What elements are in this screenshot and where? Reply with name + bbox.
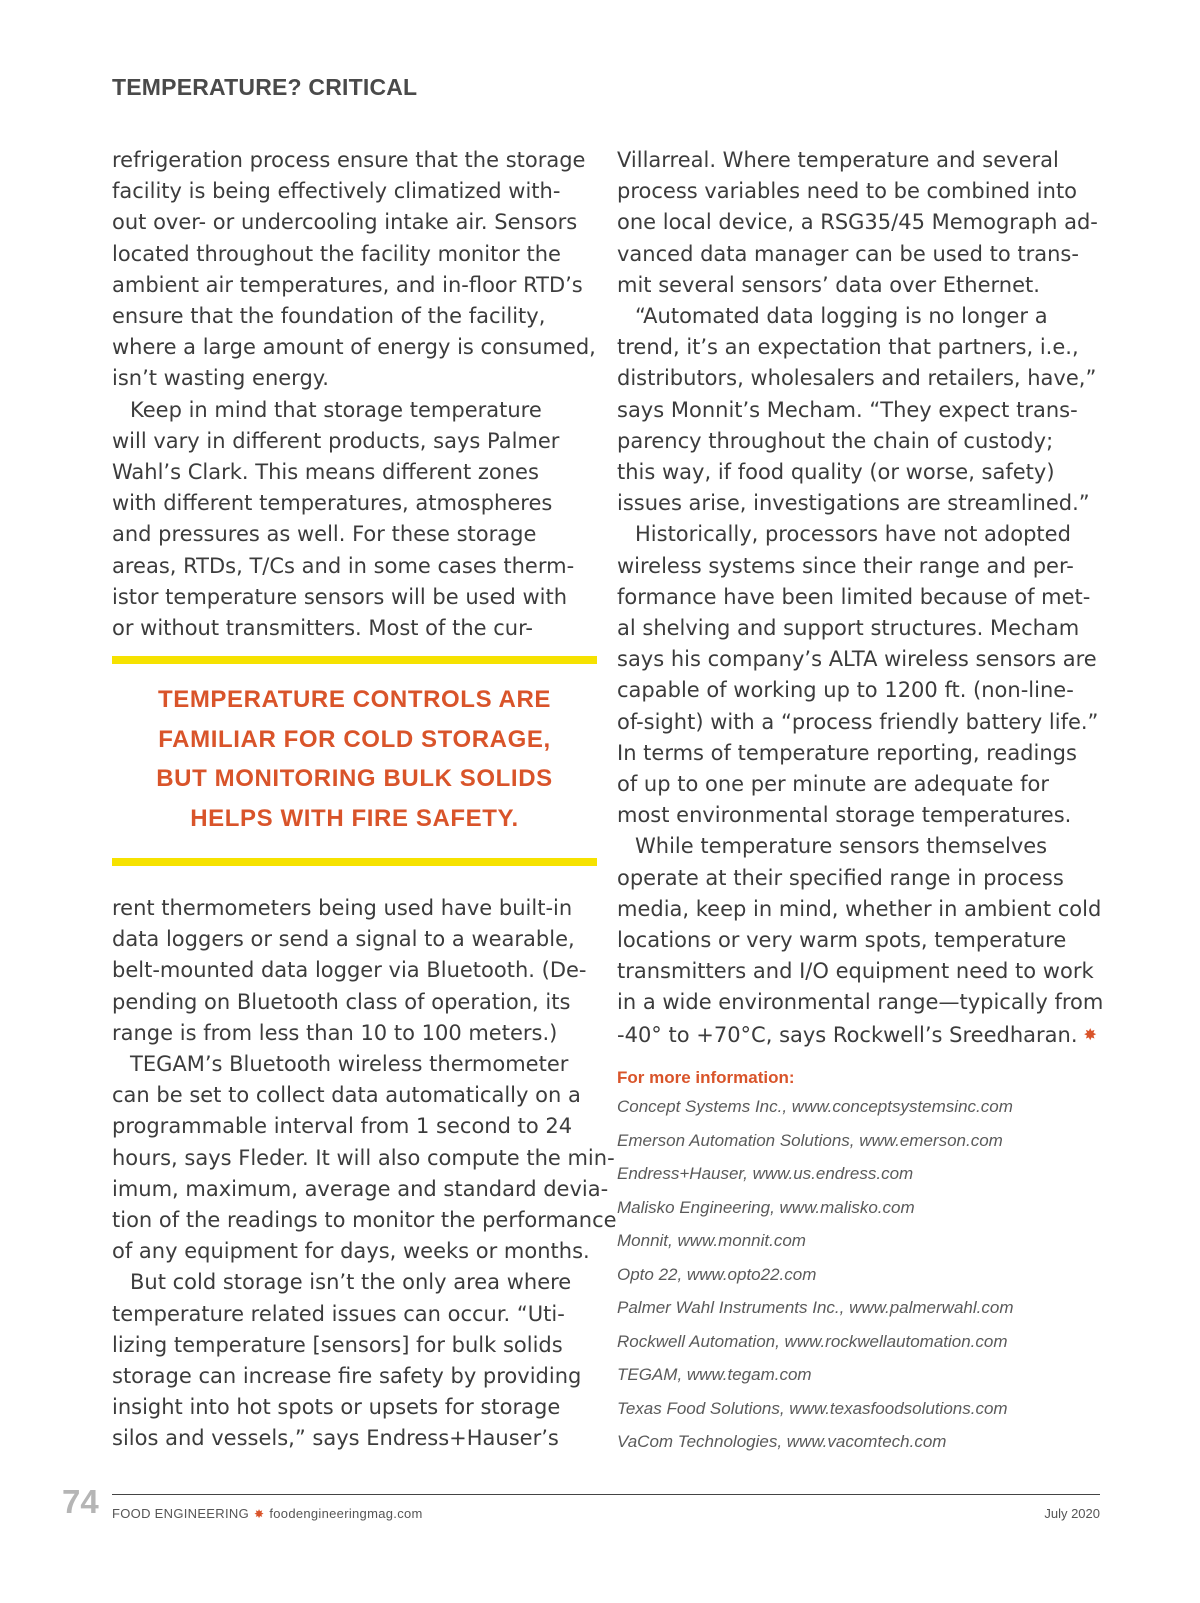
text-line bbox=[617, 395, 1107, 426]
line-text: formance have been limited because of met- bbox=[617, 584, 1091, 609]
text-line bbox=[617, 582, 1107, 613]
line-text: insight into hot spots or upsets for storage bbox=[112, 1395, 561, 1420]
section-title: TEMPERATURE? CRITICAL bbox=[112, 74, 418, 100]
line-text: this way, if food quality (or worse, safety) bbox=[617, 460, 1055, 485]
line-text: In terms of temperature reporting, readings bbox=[617, 740, 1077, 765]
line-text: most environmental storage temperatures. bbox=[617, 803, 1072, 828]
right-column bbox=[617, 145, 1107, 1051]
text-line bbox=[617, 332, 1107, 363]
text-line bbox=[617, 176, 1107, 207]
pull-quote-bottom-rule bbox=[112, 858, 597, 866]
line-text: Historically, processors have not adopted bbox=[635, 522, 1071, 547]
text-line bbox=[617, 800, 1107, 831]
line-text: of-sight) with a “process friendly battery life.” bbox=[617, 709, 1099, 734]
line-text: rent thermometers being used have built-in bbox=[112, 896, 573, 920]
line-text: with different temperatures, atmospheres bbox=[112, 491, 553, 516]
text-line bbox=[112, 1299, 602, 1330]
issue-date: July 2020 bbox=[1044, 1506, 1100, 1521]
text-line bbox=[617, 551, 1107, 582]
text-line bbox=[112, 1361, 602, 1392]
text-line bbox=[617, 894, 1107, 925]
footer-divider bbox=[112, 1494, 1100, 1495]
line-text: process variables need to be combined into bbox=[617, 179, 1078, 204]
line-text: TEGAM’s Bluetooth wireless thermometer bbox=[130, 1052, 569, 1077]
line-text: But cold storage isn’t the only area where bbox=[130, 1270, 572, 1295]
asterisk-bullet-icon: ✸ bbox=[253, 1507, 265, 1521]
text-line bbox=[617, 301, 1107, 332]
line-text: distributors, wholesalers and retailers, have,” bbox=[617, 366, 1097, 391]
info-source-item: Texas Food Solutions, www.texasfoodsolutions.com bbox=[617, 1398, 1008, 1418]
line-text: temperature related issues can occur. “Uti- bbox=[112, 1301, 565, 1326]
text-line bbox=[112, 519, 602, 550]
publication-name: FOOD ENGINEERING bbox=[112, 1506, 249, 1521]
more-info-list bbox=[617, 1090, 1013, 1459]
line-text: range is from less than 10 to 100 meters.) bbox=[112, 1020, 558, 1045]
text-line bbox=[112, 582, 602, 613]
line-text: areas, RTDs, T/Cs and in some cases therm- bbox=[112, 553, 575, 578]
line-text: imum, maximum, average and standard devia- bbox=[112, 1176, 609, 1201]
text-line bbox=[112, 1205, 617, 1236]
line-text: locations or very warm spots, temperature bbox=[617, 928, 1067, 953]
info-source-item: Malisko Engineering, www.malisko.com bbox=[617, 1197, 915, 1217]
text-line bbox=[617, 426, 1107, 457]
text-line bbox=[617, 613, 1107, 644]
text-line bbox=[112, 1111, 602, 1142]
text-line bbox=[617, 769, 1107, 800]
text-line bbox=[617, 644, 1107, 675]
text-line bbox=[617, 738, 1107, 769]
line-text: programmable interval from 1 second to 24 bbox=[112, 1114, 573, 1139]
pull-quote-top-rule bbox=[112, 656, 597, 664]
info-source-item: Concept Systems Inc., www.conceptsystemsinc.com bbox=[617, 1097, 1013, 1116]
text-line bbox=[112, 176, 602, 207]
text-line bbox=[112, 1049, 602, 1080]
text-line bbox=[617, 956, 1107, 987]
line-text: hours, says Fleder. It will also compute the min- bbox=[112, 1145, 615, 1170]
line-text: of up to one per minute are adequate for bbox=[617, 772, 1050, 797]
line-text: belt-mounted data logger via Bluetooth. (De- bbox=[112, 958, 587, 983]
line-text: mit several sensors’ data over Ethernet. bbox=[617, 272, 1040, 297]
line-text: Wahl’s Clark. This means different zones bbox=[112, 460, 539, 485]
page-number: 74 bbox=[62, 1483, 99, 1520]
text-line bbox=[112, 1080, 602, 1111]
text-line bbox=[617, 239, 1107, 270]
text-line bbox=[112, 613, 602, 644]
line-text: in a wide environmental range—typically from bbox=[617, 990, 1104, 1015]
text-line bbox=[112, 488, 602, 519]
info-source-item: Endress+Hauser, www.us.endress.com bbox=[617, 1164, 914, 1183]
line-text: located throughout the facility monitor the bbox=[112, 241, 561, 266]
line-text: lizing temperature [sensors] for bulk solids bbox=[112, 1332, 563, 1357]
pull-quote bbox=[112, 680, 597, 839]
text-line bbox=[112, 955, 602, 986]
left-column-bottom bbox=[112, 893, 617, 1455]
text-line bbox=[112, 1143, 615, 1174]
text-line bbox=[112, 457, 602, 488]
info-source-item: TEGAM, www.tegam.com bbox=[617, 1365, 812, 1384]
line-text: ambient air temperatures, and in-floor RTD’s bbox=[112, 272, 583, 297]
text-line bbox=[112, 426, 602, 457]
line-text: “Automated data logging is no longer a bbox=[635, 304, 1048, 329]
text-line bbox=[112, 239, 602, 270]
text-line bbox=[617, 207, 1107, 238]
line-text: says his company’s ALTA wireless sensors are bbox=[617, 647, 1097, 672]
line-text: silos and vessels,” says Endress+Hauser’s bbox=[112, 1426, 559, 1451]
text-line bbox=[112, 395, 602, 426]
text-line bbox=[112, 924, 602, 955]
line-text: Keep in mind that storage temperature bbox=[130, 397, 542, 422]
text-line bbox=[112, 1423, 602, 1454]
line-text: isn’t wasting energy. bbox=[112, 366, 329, 391]
line-text: media, keep in mind, whether in ambient cold bbox=[617, 896, 1102, 921]
pull-quote-line: HELPS WITH FIRE SAFETY. bbox=[190, 805, 519, 833]
text-line bbox=[617, 519, 1107, 550]
line-text: data loggers or send a signal to a wearable, bbox=[112, 927, 575, 952]
text-line bbox=[617, 270, 1107, 301]
text-line bbox=[617, 707, 1107, 738]
pull-quote-line: TEMPERATURE CONTROLS ARE bbox=[157, 686, 552, 713]
text-line bbox=[112, 301, 602, 332]
text-line bbox=[617, 363, 1107, 394]
line-text: parency throughout the chain of custody; bbox=[617, 428, 1054, 453]
line-text: Villarreal. Where temperature and several bbox=[617, 148, 1059, 172]
footer-publication bbox=[112, 1506, 423, 1521]
text-line bbox=[112, 987, 602, 1018]
end-mark-icon: ✸ bbox=[1083, 1024, 1097, 1044]
text-line bbox=[617, 457, 1107, 488]
line-text: capable of working up to 1200 ft. (non-line- bbox=[617, 678, 1074, 703]
text-line bbox=[112, 1236, 602, 1267]
publication-website: foodengineeringmag.com bbox=[269, 1506, 423, 1521]
text-line bbox=[617, 987, 1107, 1018]
line-text: al shelving and support structures. Mecham bbox=[617, 616, 1080, 641]
text-line bbox=[617, 831, 1107, 862]
info-source-item: Rockwell Automation, www.rockwellautomation.com bbox=[617, 1331, 1008, 1351]
text-line bbox=[112, 207, 602, 238]
line-text: vanced data manager can be used to trans- bbox=[617, 241, 1079, 266]
line-text: operate at their specified range in process bbox=[617, 865, 1064, 890]
text-line bbox=[112, 1267, 602, 1298]
text-line bbox=[112, 1018, 602, 1049]
line-text: or without transmitters. Most of the cur- bbox=[112, 616, 533, 641]
text-line bbox=[112, 1330, 602, 1361]
line-text: facility is being effectively climatized with- bbox=[112, 179, 561, 204]
more-info-heading: For more information: bbox=[617, 1068, 795, 1087]
line-text: issues arise, investigations are streamlined.” bbox=[617, 491, 1090, 516]
line-text: trend, it’s an expectation that partners, i.e., bbox=[617, 335, 1079, 360]
info-source-item: Opto 22, www.opto22.com bbox=[617, 1264, 817, 1284]
text-line bbox=[617, 1019, 1107, 1051]
pull-quote-line: BUT MONITORING BULK SOLIDS bbox=[156, 765, 553, 793]
line-text: one local device, a RSG35/45 Memograph ad- bbox=[617, 210, 1098, 235]
line-text: out over- or undercooling intake air. Sensors bbox=[112, 210, 578, 235]
text-line bbox=[617, 863, 1107, 894]
line-text: While temperature sensors themselves bbox=[635, 834, 1048, 859]
text-line bbox=[112, 332, 602, 363]
text-line bbox=[617, 488, 1107, 519]
line-text: refrigeration process ensure that the storage bbox=[112, 148, 586, 172]
line-text: and pressures as well. For these storage bbox=[112, 522, 537, 547]
text-line bbox=[617, 145, 1107, 176]
info-source-item: VaCom Technologies, www.vacomtech.com bbox=[617, 1432, 947, 1451]
left-column-top bbox=[112, 145, 602, 644]
line-text: pending on Bluetooth class of operation, its bbox=[112, 989, 571, 1014]
text-line bbox=[112, 893, 602, 924]
line-text: says Monnit’s Mecham. “They expect trans- bbox=[617, 397, 1078, 422]
info-source-item: Emerson Automation Solutions, www.emerson.com bbox=[617, 1130, 1003, 1150]
line-text: of any equipment for days, weeks or months. bbox=[112, 1239, 590, 1264]
line-text: wireless systems since their range and per- bbox=[617, 553, 1074, 578]
text-line bbox=[112, 270, 602, 301]
pull-quote-line: FAMILIAR FOR COLD STORAGE, bbox=[158, 725, 551, 753]
line-text: transmitters and I/O equipment need to work bbox=[617, 959, 1094, 984]
line-text: ensure that the foundation of the facility, bbox=[112, 304, 546, 329]
text-line bbox=[112, 551, 602, 582]
line-text: tion of the readings to monitor the performance bbox=[112, 1208, 617, 1233]
line-text: can be set to collect data automatically on a bbox=[112, 1083, 581, 1108]
line-text: will vary in different products, says Palmer bbox=[112, 428, 560, 453]
line-text: -40° to +70°C, says Rockwell’s Sreedharan. bbox=[617, 1022, 1078, 1047]
line-text: where a large amount of energy is consumed, bbox=[112, 335, 596, 360]
text-line bbox=[112, 1392, 602, 1423]
text-line bbox=[617, 675, 1107, 706]
text-line bbox=[112, 145, 602, 176]
info-source-item: Palmer Wahl Instruments Inc., www.palmerwahl.com bbox=[617, 1298, 1014, 1317]
line-text: istor temperature sensors will be used with bbox=[112, 584, 568, 609]
info-source-item: Monnit, www.monnit.com bbox=[617, 1231, 806, 1250]
text-line bbox=[617, 925, 1107, 956]
text-line bbox=[112, 1174, 609, 1205]
text-line bbox=[112, 363, 602, 394]
line-text: storage can increase fire safety by providing bbox=[112, 1364, 582, 1389]
